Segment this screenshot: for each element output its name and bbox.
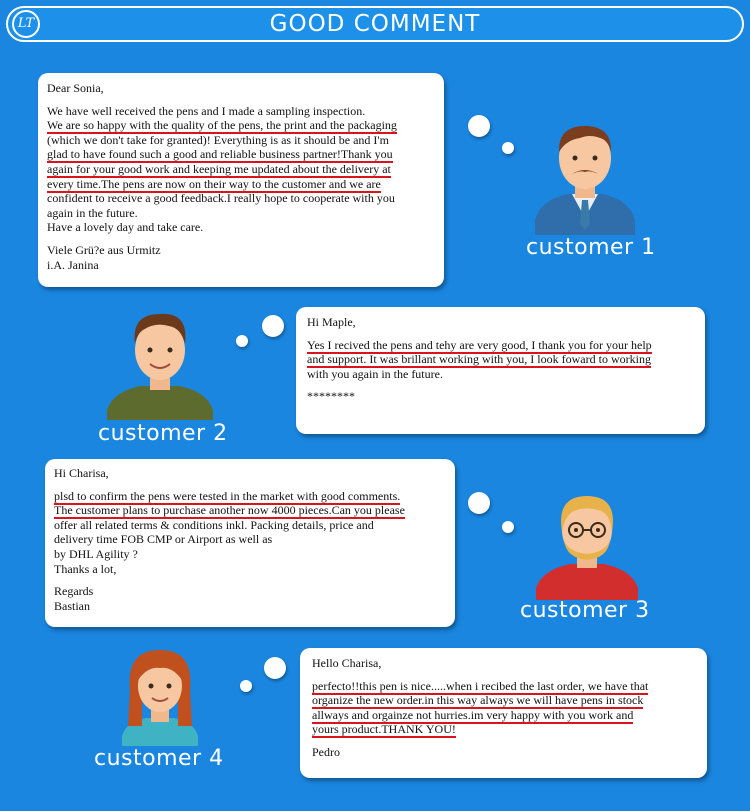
comment-line: allways and orgainze not hurries.im very happy with you work and <box>312 707 634 722</box>
comment-line: We have well received the pens and I made a sampling inspection. <box>47 103 366 118</box>
comment-line: confident to receive a good feedback.I really hope to cooperate with you <box>47 191 395 206</box>
comment-line: again for your good work and keeping me updated about the delivery at <box>47 161 391 176</box>
comment-signoff: Pedro <box>312 744 340 759</box>
comment-line: plsd to confirm the pens were tested in the market with good comments. <box>54 488 401 503</box>
thought-bubble <box>240 680 252 692</box>
comment-line: We are so happy with the quality of the pens, the print and the packaging <box>47 118 397 133</box>
comment-card-2 <box>296 307 705 434</box>
comment-card-3 <box>45 459 455 627</box>
comment-line: every time.The pens are now on their way to the customer and we are <box>47 176 381 191</box>
comment-greeting: Hi Maple, <box>307 315 356 329</box>
comment-line: yours product.THANK YOU! <box>312 722 456 737</box>
comment-signoff: Viele Grü?e aus Urmitz <box>47 242 161 257</box>
customer-label: customer 4 <box>94 746 224 771</box>
comment-line: The customer plans to purchase another now 4000 pieces.Can you please <box>54 503 405 518</box>
thought-bubble <box>264 657 286 679</box>
customer-label: customer 1 <box>526 235 656 260</box>
comment-line: perfecto!!this pen is nice.....when i recibed the last order, we have that <box>312 678 649 693</box>
comment-line: with you again in the future. <box>307 366 443 381</box>
comment-card-1 <box>38 73 444 287</box>
comment-line: organize the new order.in this way always we will have pens in stock <box>312 693 644 708</box>
customer-label: customer 3 <box>520 598 650 623</box>
comment-card-4 <box>300 648 707 778</box>
comment-line: offer all related terms & conditions inkl. Packing details, price and <box>54 517 374 532</box>
comment-line: glad to have found such a good and reliable business partner!Thank you <box>47 147 393 162</box>
header-banner <box>6 6 744 42</box>
thought-bubble <box>502 521 514 533</box>
page-title: GOOD COMMENT <box>269 11 481 37</box>
comment-line: and support. It was brillant working with you, I look foward to working <box>307 352 651 367</box>
comment-line: Have a lovely day and take care. <box>47 220 204 235</box>
thought-bubble <box>468 492 490 514</box>
customer-label: customer 2 <box>98 421 228 446</box>
logo: LT <box>12 10 40 38</box>
comment-line: again in the future. <box>47 205 138 220</box>
comment-signoff: ******** <box>307 389 355 404</box>
comment-line: Yes I recived the pens and tehy are very good, I thank you for your help <box>307 337 652 352</box>
customer-1-avatar <box>530 120 640 235</box>
comment-line: delivery time FOB CMP or Airport as well as <box>54 532 273 547</box>
customer-2-avatar <box>105 310 215 420</box>
comment-line: by DHL Agility ? <box>54 546 138 561</box>
thought-bubble <box>468 115 490 137</box>
thought-bubble <box>502 142 514 154</box>
customer-4-avatar <box>110 646 210 746</box>
thought-bubble <box>236 335 248 347</box>
comment-signoff: Bastian <box>54 598 90 613</box>
comment-greeting: Hi Charisa, <box>54 466 109 480</box>
comment-signoff: Regards <box>54 584 94 599</box>
thought-bubble <box>262 315 284 337</box>
comment-signoff: i.A. Janina <box>47 257 99 272</box>
comment-line: (which we don't take for granted)! Everything is as it should be and I'm <box>47 132 389 147</box>
comment-greeting: Dear Sonia, <box>47 81 104 95</box>
comment-greeting: Hello Charisa, <box>312 656 382 670</box>
customer-3-avatar <box>532 492 642 600</box>
comment-line: Thanks a lot, <box>54 561 117 576</box>
